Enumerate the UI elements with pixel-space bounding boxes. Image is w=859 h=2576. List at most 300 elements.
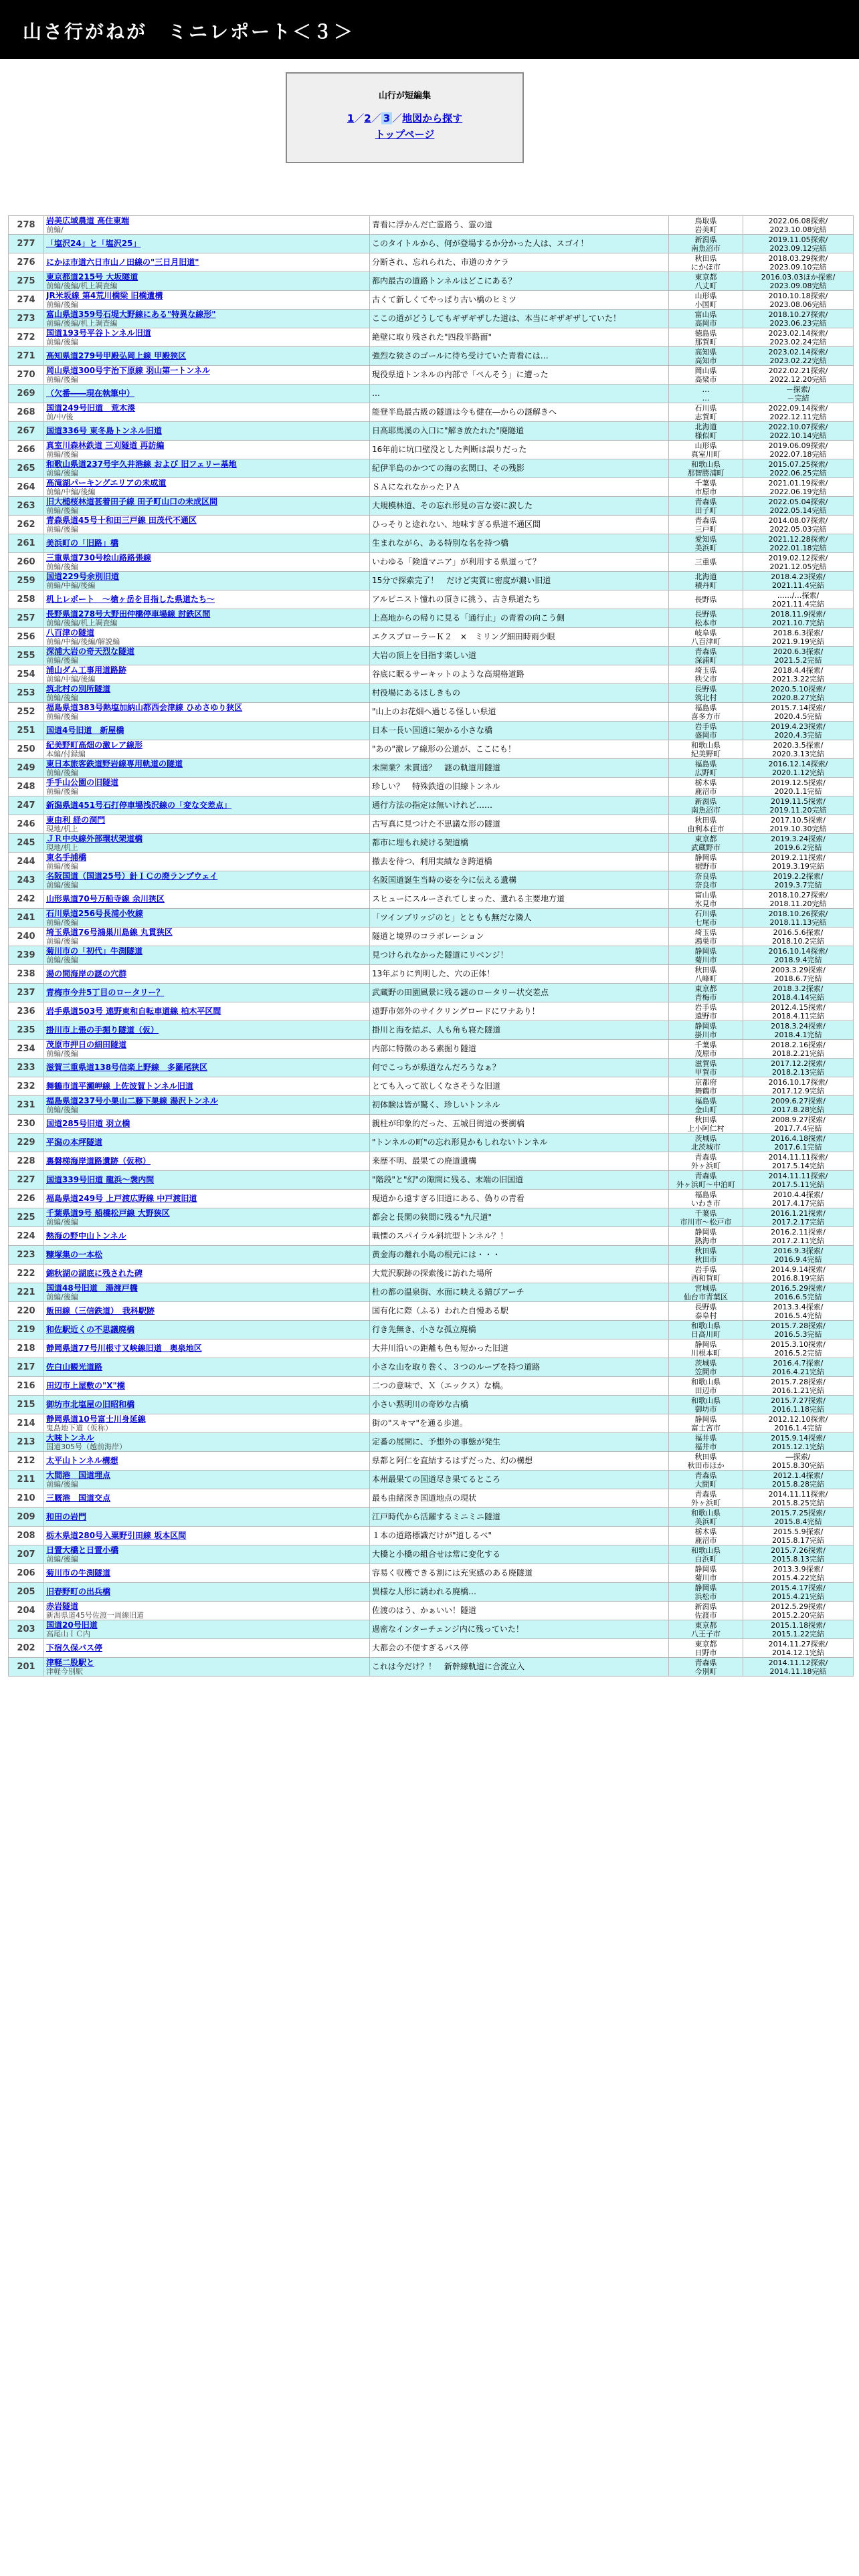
municipality: 広野町 (694, 768, 717, 777)
report-location (669, 591, 743, 609)
report-number: 275 (9, 272, 44, 291)
report-title-link[interactable]: 菊川市の「初代」牛渕隧道 (46, 946, 143, 956)
report-number: 228 (9, 1152, 44, 1171)
report-description: 強烈な狭さのゴールに待ち受けていた青看には… (370, 347, 669, 366)
prefecture: 和歌山県 (691, 1508, 721, 1517)
report-title-link[interactable]: 旧春野町の出兵橋 (46, 1588, 111, 1596)
report-description: 日本一長い国道に架かる小さな橋 (370, 722, 669, 740)
report-dates (743, 1564, 854, 1583)
table-row (9, 572, 854, 591)
report-title-link[interactable]: 長野県道278号大野田仲橋停車場線 討鉄区間 (46, 609, 211, 619)
report-title-link[interactable]: 「塩沢24」と「塩沢25」 (46, 239, 141, 248)
explore-date: 2019.11.5探索/ (771, 796, 826, 806)
municipality: 市原市 (694, 487, 717, 496)
report-number: 201 (9, 1658, 44, 1677)
report-title-link[interactable]: 国道193号平谷トンネル旧道 (46, 328, 151, 338)
report-title-cell (44, 834, 370, 853)
prefecture: 滋賀県 (694, 1059, 717, 1068)
report-title-cell (44, 272, 370, 291)
report-title-link[interactable]: 舞鶴市道平瀬岬線 上佐波賀トンネル旧道 (46, 1082, 193, 1091)
explore-date: 2019.12.5探索/ (771, 778, 826, 787)
report-dates (743, 235, 854, 253)
report-location (669, 1302, 743, 1321)
report-location (669, 516, 743, 534)
report-location (669, 609, 743, 628)
report-number: 255 (9, 647, 44, 665)
report-parts: 前編/後編 (46, 786, 78, 796)
prefecture: 岩手県 (694, 1265, 717, 1274)
report-dates (743, 909, 854, 928)
report-description: いわゆる「険道マニア」が利用する県道って？ (370, 553, 669, 572)
report-dates (743, 441, 854, 459)
report-title-link[interactable]: （欠番――現在執筆中） (46, 389, 135, 398)
report-location (669, 1396, 743, 1414)
municipality: 八丈町 (694, 281, 717, 290)
report-location (669, 1283, 743, 1302)
report-title-link[interactable]: 大間港 国道埋点 (46, 1471, 111, 1480)
report-dates (743, 1489, 854, 1508)
report-description: 上高地からの帰りに見る「通行止」の青看の向こう側 (370, 609, 669, 628)
report-title-link[interactable]: 福島県道237号小巣山二藤下巣線 湯沢トンネル (46, 1096, 218, 1105)
report-dates (743, 1302, 854, 1321)
municipality: 茂原市 (694, 1049, 717, 1058)
municipality: 松本市 (694, 618, 717, 627)
report-title-link[interactable]: 新潟県道451号石打停車場浅沢線の「変な交差点」 (46, 801, 232, 810)
complete-date: 2015.8.13完結 (772, 1554, 824, 1564)
explore-date: 2016.10.17探索/ (768, 1077, 828, 1087)
explore-date: 2020.5.10探索/ (771, 684, 826, 693)
prefecture: … (702, 385, 710, 394)
complete-date: 2021.11.4完結 (772, 580, 824, 590)
report-title-link[interactable]: 千葉県道9号 船橋松戸線 大野狭区 (46, 1208, 170, 1218)
municipality: 熱海市 (694, 1236, 717, 1245)
report-title-cell (44, 1302, 370, 1321)
prefecture: 福島県 (694, 1190, 717, 1199)
report-description: 武蔵野の田園風景に残る謎のロータリー状交差点 (370, 984, 669, 1002)
complete-date: 2015.4.22完結 (772, 1573, 824, 1582)
report-title-cell (44, 1545, 370, 1564)
report-location (669, 1059, 743, 1077)
complete-date: 2015.8.28完結 (772, 1479, 824, 1489)
report-title-link[interactable]: 手手山公園の旧隧道 (46, 778, 119, 787)
report-title-link[interactable]: 和歌山県道237号宇久井港線 および 旧フェリー基地 (46, 459, 237, 469)
report-title-link[interactable]: 国道4号旧道 新屋橋 (46, 726, 124, 735)
table-row (9, 1564, 854, 1583)
report-title-link[interactable]: 紀美野町高畑の激レア線形 (46, 740, 143, 750)
report-description: 何でこっちが県道なんだろうなぁ？ (370, 1059, 669, 1077)
report-number: 248 (9, 778, 44, 796)
report-title-link[interactable]: 糠塚集の一本松 (46, 1251, 103, 1259)
table-row (9, 909, 854, 928)
report-title-link[interactable]: 下宿久保バス停 (46, 1644, 103, 1652)
report-dates (743, 1283, 854, 1302)
complete-date: 2023.09.08完結 (769, 281, 827, 290)
table-row (9, 609, 854, 628)
report-number: 239 (9, 946, 44, 965)
report-title-cell (44, 778, 370, 796)
complete-date: 2015.4.21完結 (772, 1592, 824, 1601)
report-title-link[interactable]: 八百津の隧道 (46, 628, 95, 637)
explore-date: 2014.08.07探索/ (768, 516, 828, 525)
prefecture: 和歌山県 (691, 1396, 721, 1405)
explore-date: 2019.06.09探索/ (768, 441, 828, 450)
prefecture: 秋田県 (694, 1115, 717, 1124)
nav-heading: 山行が短編集 (378, 91, 431, 101)
report-title-link[interactable]: 御坊市北塩屋の旧昭和橋 (46, 1400, 135, 1409)
report-title-link[interactable]: 津軽二股駅と (46, 1658, 95, 1667)
report-title-link[interactable]: 茂原市押日の細田隧道 (46, 1040, 127, 1049)
report-description: "あの"激レア線形の公道が、ここにも！ (370, 740, 669, 759)
report-title-link[interactable]: 青梅市今井5丁目のロータリー？ (46, 988, 165, 997)
report-dates (743, 1658, 854, 1677)
report-title-link[interactable]: 岩美広域農道 高住東端 (46, 216, 130, 225)
report-description: エクスプローラーＫ２ × ミリング細田時雨少眼 (370, 628, 669, 647)
table-row (9, 1246, 854, 1265)
report-title-link[interactable]: 石川県道256号長浦小牧線 (46, 909, 144, 918)
report-title-cell (44, 740, 370, 759)
report-title-link[interactable]: 太平山トンネル構想 (46, 1457, 118, 1465)
report-parts: 前編/後編 (46, 562, 78, 571)
report-dates (743, 1433, 854, 1452)
municipality: 美浜町 (694, 1517, 717, 1526)
report-title-link[interactable]: 和佐駅近くの不思議廃橋 (46, 1325, 135, 1334)
report-parts: 高尾山ＩＣ内 (46, 1629, 90, 1638)
report-title-link[interactable]: 富山県道359号石堤大野線にある"特異な線形" (46, 310, 216, 319)
complete-date: 2018.9.4完結 (774, 955, 822, 964)
report-title-cell (44, 497, 370, 516)
report-description: 古写真に見つけた不思議な形の隧道 (370, 815, 669, 834)
municipality: 御坊市 (694, 1404, 717, 1414)
complete-date: 2022.12.11完結 (769, 412, 827, 421)
report-location (669, 665, 743, 684)
report-title-link[interactable]: 菊川市の牛渕隧道 (46, 1569, 111, 1578)
report-description: 戦慄のスパイラル斜坑型トンネル？！ (370, 1227, 669, 1246)
explore-date: 2016.5.6探索/ (773, 928, 824, 937)
report-title-link[interactable]: 高知県道279号甲殿弘岡上線 甲殿狭区 (46, 352, 187, 360)
table-row (9, 815, 854, 834)
report-description: 容易く収穫できる割には充実感のある廃隧道 (370, 1564, 669, 1583)
table-row (9, 1414, 854, 1433)
report-location (669, 1096, 743, 1115)
municipality: 菊川市 (694, 955, 717, 964)
report-title-link[interactable]: にかほ市道六日市山ノ田線の"三日月旧道" (46, 258, 199, 267)
report-title-link[interactable]: 国道48号旧道 湯渡戸橋 (46, 1283, 138, 1293)
report-parts: 前編/中編/後編/解説編 (46, 637, 120, 646)
report-title-link[interactable]: 浦山ダム工事用道路跡 (46, 665, 127, 675)
complete-date: 2021.9.19完結 (772, 637, 824, 646)
report-description: 初体験は皆が驚く、珍しいトンネル (370, 1096, 669, 1115)
report-dates (743, 740, 854, 759)
table-row (9, 1302, 854, 1321)
table-row (9, 1190, 854, 1208)
explore-date: 2010.4.4探索/ (773, 1190, 824, 1199)
municipality: 西和賀町 (691, 1273, 721, 1283)
report-title-link[interactable]: 国道249号旧道 荒木湊 (46, 403, 136, 413)
report-dates (743, 946, 854, 965)
explore-date: ……/…探索/ (777, 591, 820, 600)
complete-date: 2019.3.7完結 (774, 880, 822, 889)
prefecture: 山形県 (694, 441, 717, 450)
municipality: 秋田市ほか (687, 1461, 725, 1470)
report-description: 隧道と境界のコラボレーション (370, 928, 669, 946)
report-title-cell (44, 909, 370, 928)
report-title-cell (44, 347, 370, 366)
report-number: 250 (9, 740, 44, 759)
report-dates (743, 647, 854, 665)
prefecture: 長野県 (694, 595, 717, 604)
report-title-link[interactable]: 静岡県道10号富士川身延線 (46, 1414, 146, 1424)
report-number: 234 (9, 1040, 44, 1059)
report-parts: 前編/後編/机上調査編 (46, 318, 118, 328)
report-title-link[interactable]: 錦秋湖の湖底に残された碑 (46, 1269, 143, 1278)
explore-date: 2003.3.29探索/ (771, 965, 826, 974)
explore-date: 2023.02.14探索/ (768, 347, 828, 356)
report-parts: 前編/後編 (46, 468, 78, 477)
report-dates (743, 516, 854, 534)
prefecture: 富山県 (694, 310, 717, 319)
report-location (669, 1152, 743, 1171)
report-number: 222 (9, 1265, 44, 1283)
explore-date: 2016.2.11探索/ (771, 1227, 826, 1237)
report-title-link[interactable]: 高滝湖パーキングエリアの未成道 (46, 478, 167, 488)
report-number: 243 (9, 871, 44, 890)
report-title-link[interactable]: 赤岩隧道 (46, 1602, 79, 1611)
report-number: 214 (9, 1414, 44, 1433)
explore-date: 2021.12.28探索/ (768, 534, 828, 544)
report-number: 232 (9, 1077, 44, 1096)
report-title-link[interactable]: 国道20号旧道 (46, 1620, 98, 1630)
report-table-body (9, 216, 854, 1677)
municipality: 浜松市 (694, 1592, 717, 1601)
report-title-cell (44, 815, 370, 834)
report-description: 日高耶馬溪の入口に"解き放たれた"廃隧道 (370, 422, 669, 441)
report-title-link[interactable]: 掛川市上張の手掘り隧道（仮） (46, 1026, 159, 1035)
explore-date: 2015.3.10探索/ (771, 1339, 826, 1349)
report-number: 207 (9, 1545, 44, 1564)
report-title-cell (44, 1396, 370, 1414)
report-description: 掛川と海を結ぶ、人も角も寝た隧道 (370, 1021, 669, 1040)
report-location (669, 890, 743, 909)
report-location (669, 553, 743, 572)
report-title-link[interactable]: 深浦大岩の奇天烈な隧道 (46, 647, 135, 656)
report-title-cell (44, 516, 370, 534)
report-dates (743, 1583, 854, 1602)
report-title-link[interactable]: 埼玉県道76号鴻巣川島線 丸貫狭区 (46, 928, 173, 937)
prefecture: 静岡県 (694, 1227, 717, 1237)
report-number: 244 (9, 853, 44, 871)
report-parts: 前編/後編 (46, 712, 78, 721)
report-description: 遠野市郊外のサイクリングロードにワナあり！ (370, 1002, 669, 1021)
report-parts: 前編/後編 (46, 1105, 78, 1114)
report-title-link[interactable]: 机上レポート ～槍ヶ岳を目指した県道たち～ (46, 595, 215, 604)
complete-date: 2023.02.24完結 (769, 337, 827, 346)
municipality: 青梅市 (694, 992, 717, 1002)
report-description: 小さな山を取り巻く、３つのループを持つ道路 (370, 1358, 669, 1377)
table-row (9, 1002, 854, 1021)
complete-date: 2021.3.22完結 (772, 674, 824, 683)
municipality: 裾野市 (694, 861, 717, 871)
report-title-link[interactable]: 三厩港 国道交点 (46, 1494, 111, 1503)
explore-date: 2019.2.2探索/ (773, 871, 824, 881)
report-number: 210 (9, 1489, 44, 1508)
report-title-link[interactable]: 岡山県道300号宇治下原線 羽山第一トンネル (46, 366, 210, 375)
report-title-cell (44, 928, 370, 946)
explore-date: 2016.10.14探索/ (768, 946, 828, 956)
report-location (669, 291, 743, 310)
complete-date: 2015.8.25完結 (772, 1498, 824, 1507)
report-title-link[interactable]: 岩手県道503号 遠野東和自転車道線 柏木平区間 (46, 1007, 221, 1016)
report-title-cell (44, 1096, 370, 1115)
report-title-link[interactable]: 静岡県道77号川根寸又峡線旧道 奥泉地区 (46, 1344, 202, 1353)
table-row (9, 1171, 854, 1190)
title-bar (0, 0, 859, 59)
report-description: １本の道路標識だけが"道しるべ" (370, 1527, 669, 1545)
report-dates (743, 928, 854, 946)
page-link-1[interactable]: 1 (347, 112, 355, 124)
report-number: 226 (9, 1190, 44, 1208)
report-number: 206 (9, 1564, 44, 1583)
report-location (669, 1115, 743, 1134)
report-title-link[interactable]: 東由利 経の洞門 (46, 815, 106, 825)
table-row (9, 853, 854, 871)
prefecture: 和歌山県 (691, 1321, 721, 1330)
report-number: 229 (9, 1134, 44, 1152)
report-title-link[interactable]: 田辺市上屋敷の"X"橋 (46, 1382, 125, 1390)
report-title-link[interactable]: 国道336号 東冬島トンネル旧道 (46, 427, 162, 435)
page-link-2[interactable]: 2 (364, 112, 371, 124)
report-dates (743, 665, 854, 684)
report-location (669, 1527, 743, 1545)
complete-date: 2018.2.13完結 (772, 1067, 824, 1077)
municipality: 泰阜村 (694, 1311, 717, 1320)
complete-date: 2022.06.25完結 (769, 468, 827, 477)
report-location (669, 422, 743, 441)
report-title-link[interactable]: JR米坂線 第4荒川橋梁 旧橋遺構 (46, 291, 163, 300)
report-title-link[interactable]: 東名手捕橋 (46, 853, 87, 862)
report-number: 205 (9, 1583, 44, 1602)
prefecture: 静岡県 (694, 1414, 717, 1424)
prefecture: 青森県 (694, 1152, 717, 1162)
report-description: 古くて新しくてやっぱり古い橋のヒミツ (370, 291, 669, 310)
report-title-link[interactable]: 国道285号旧道 羽立橋 (46, 1119, 130, 1128)
report-location (669, 1377, 743, 1396)
complete-date: 2018.6.7完結 (774, 974, 822, 983)
report-title-cell (44, 647, 370, 665)
report-location (669, 796, 743, 815)
report-dates (743, 1021, 854, 1040)
report-title-link[interactable]: 和田の岩門 (46, 1513, 87, 1521)
report-parts: 前編/後編/机上調査編 (46, 618, 118, 627)
prefecture: 和歌山県 (691, 1545, 721, 1555)
top-page-link[interactable]: トップページ (375, 128, 435, 140)
table-row (9, 441, 854, 459)
report-title-link[interactable]: 福島県道249号 上戸渡広野線 中戸渡旧道 (46, 1194, 197, 1203)
report-title-cell (44, 1564, 370, 1583)
municipality: 仙台市青葉区 (684, 1292, 728, 1301)
report-description: 行き先無き、小さな孤立廃橋 (370, 1321, 669, 1339)
report-title-cell (44, 1414, 370, 1433)
explore-date: 2017.10.5探索/ (771, 815, 826, 825)
report-description: 定番の展開に、予想外の事態が発生 (370, 1433, 669, 1452)
report-parts: 前編/後編 (46, 955, 78, 964)
report-title-link[interactable]: 旧大槌桜林道甚着田子線 田子町山口の未成区間 (46, 497, 218, 506)
report-number: 252 (9, 703, 44, 722)
complete-date: 2017.12.9完結 (772, 1086, 824, 1095)
report-description: ＳＡになれなかったＰＡ (370, 478, 669, 497)
municipality: 日野市 (694, 1648, 717, 1657)
report-title-link[interactable]: 熱海の野中山トンネル (46, 1232, 126, 1241)
report-description: ここの道がどうしてもギザギザした道は、本当にギザギザしていた！ (370, 310, 669, 328)
report-title-link[interactable]: 平潟の本坪隧道 (46, 1138, 103, 1147)
municipality: 鴻巣市 (694, 936, 717, 946)
report-description: 過密なインターチェンジ内に残っていた！ (370, 1620, 669, 1639)
report-title-link[interactable]: 国道229号余別旧道 (46, 572, 120, 581)
report-title-link[interactable]: 東日本旅客鉄道野岩線専用軌道の隧道 (46, 759, 183, 768)
table-row (9, 1602, 854, 1620)
report-parts: 前編/後編 (46, 768, 78, 777)
report-title-link[interactable]: 名阪国道（国道25号）針ＩＣの廃ランプウェイ (46, 871, 218, 881)
complete-date: 2016.1.4完結 (774, 1423, 822, 1432)
municipality: 秩父市 (694, 674, 717, 683)
report-location (669, 853, 743, 871)
complete-date: 2017.6.1完結 (774, 1142, 822, 1152)
report-location (669, 1077, 743, 1096)
report-location (669, 572, 743, 591)
report-title-link[interactable]: 三重県道730号桧山路路張線 (46, 553, 152, 562)
report-location (669, 684, 743, 703)
report-title-link[interactable]: 福島県道383号熱塩加納山都西会津線 ひめさゆり狭区 (46, 703, 243, 712)
municipality: 三戸町 (694, 524, 717, 534)
table-row (9, 1096, 854, 1115)
report-title-link[interactable]: ＪＲ中央線外部環状架道橋 (46, 834, 143, 843)
report-title-link[interactable]: 青森県道45号十和田三戸線 田茂代不通区 (46, 516, 197, 525)
table-row (9, 272, 854, 291)
report-location (669, 1452, 743, 1471)
table-row (9, 665, 854, 684)
report-title-link[interactable]: 日置大橋と日置小橋 (46, 1545, 119, 1555)
report-title-cell (44, 253, 370, 272)
report-title-link[interactable]: 東京都道215号 大坂隧道 (46, 272, 138, 282)
report-title-link[interactable]: 飯田線（三信鉄道） 我科駅跡 (46, 1307, 155, 1315)
report-title-link[interactable]: 栃木県道280号入粟野引田線 坂本区間 (46, 1531, 187, 1540)
report-title-link[interactable]: 美浜町の「旧路」橋 (46, 539, 119, 548)
complete-date: 2022.07.18完結 (769, 449, 827, 459)
map-search-link[interactable]: 地図から探す (402, 112, 463, 124)
report-title-link[interactable]: 滋賀三重県道138号信楽上野線 多羅尾狭区 (46, 1063, 208, 1072)
report-title-link[interactable]: 真室川森林鉄道 三刈隧道 再訪編 (46, 441, 165, 450)
report-title-link[interactable]: 国道339号旧道 龍浜～袰内間 (46, 1176, 155, 1184)
report-parts: 前編/後編 (46, 1292, 78, 1301)
report-title-link[interactable]: 筑北村の別所隧道 (46, 684, 111, 693)
report-title-link[interactable]: 山形県道70号万船寺線 余川狭区 (46, 895, 165, 903)
report-number: 274 (9, 291, 44, 310)
explore-date: 2013.3.9探索/ (773, 1564, 824, 1574)
report-title-link[interactable]: 佐白山観光道路 (46, 1363, 103, 1372)
prefecture: 徳島県 (694, 328, 717, 338)
report-title-cell (44, 759, 370, 778)
report-title-link[interactable]: 裏磐梯海岸道路遺跡（仮称） (46, 1157, 151, 1166)
report-dates (743, 572, 854, 591)
report-dates (743, 216, 854, 235)
table-row (9, 703, 854, 722)
complete-date: 2020.1.1完結 (774, 786, 822, 796)
complete-date: －完結 (787, 393, 809, 403)
report-title-link[interactable]: 湯の間海岸の謎の穴群 (46, 970, 127, 978)
report-title-link[interactable]: 大味トンネル (46, 1433, 94, 1442)
report-dates (743, 1208, 854, 1227)
complete-date: 2022.06.19完結 (769, 487, 827, 496)
report-number: 241 (9, 909, 44, 928)
